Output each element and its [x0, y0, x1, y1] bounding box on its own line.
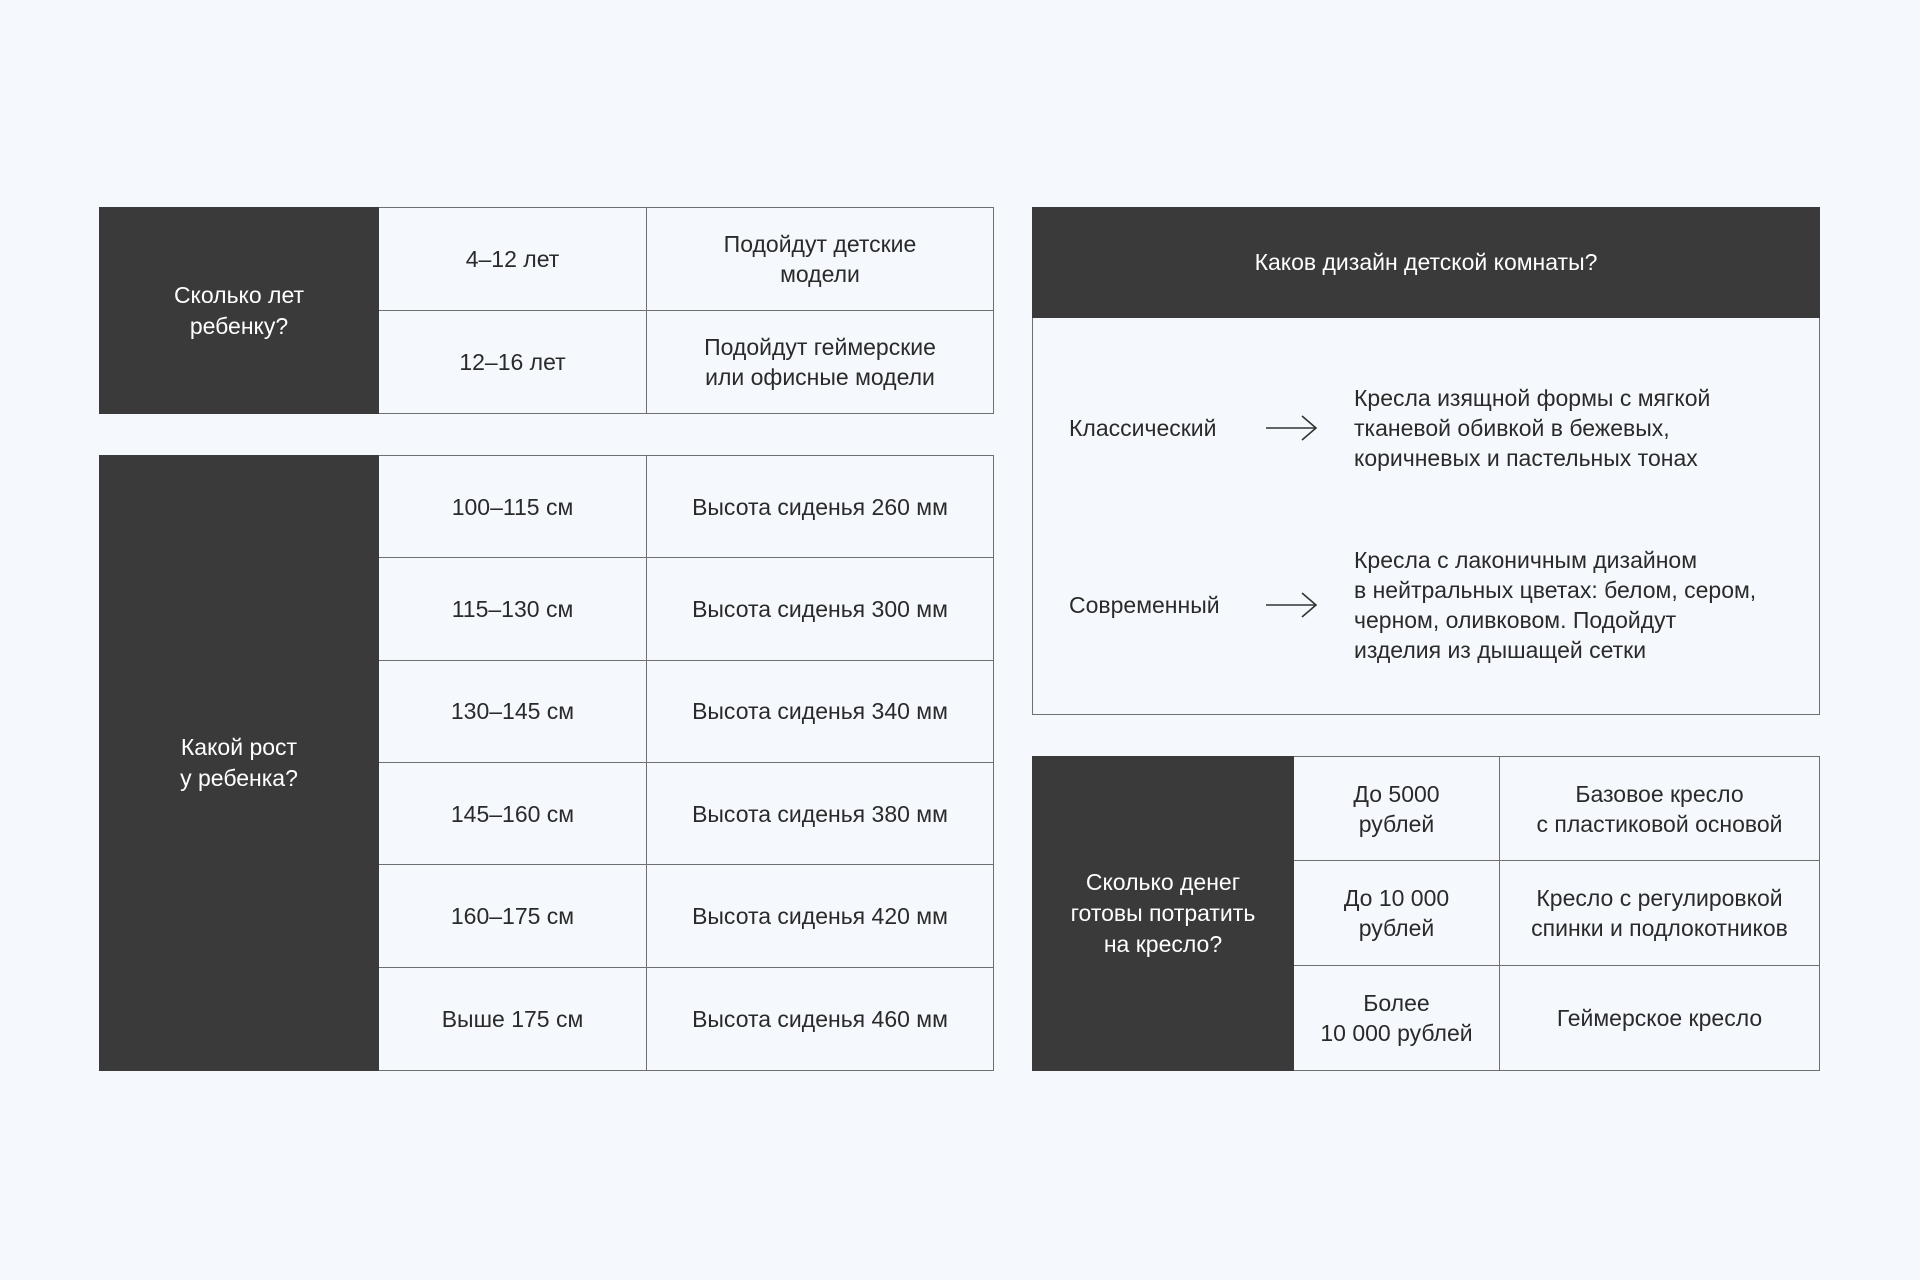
- age-table: [99, 207, 994, 414]
- age-range-cell: 12–16 лет: [379, 311, 647, 414]
- budget-table: [1032, 756, 1820, 1071]
- height-range-cell: 145–160 см: [379, 763, 647, 865]
- age-advice-cell: Подойдут детские модели: [647, 208, 993, 311]
- height-grid: [379, 455, 994, 1071]
- arrow-right-icon: [1264, 590, 1354, 620]
- design-question: Каков дизайн детской комнаты?: [1032, 207, 1820, 318]
- arrow-right-icon: [1264, 413, 1354, 443]
- budget-option-cell: Базовое кресло с пластиковой основой: [1500, 757, 1819, 861]
- design-description: Кресла с лаконичным дизайном в нейтральных цветах: белом, сером, черном, оливковом. Подойдут изделия из дышащей сетки: [1354, 547, 1757, 663]
- seat-height-cell: Высота сиденья 460 мм: [692, 1005, 948, 1032]
- design-row-classic: [1069, 368, 1789, 488]
- age-grid: [379, 207, 994, 414]
- seat-height-cell: Высота сиденья 260 мм: [647, 456, 993, 558]
- design-style-label: Современный: [1069, 592, 1220, 618]
- seat-height-cell: Высота сиденья 420 мм: [647, 865, 993, 967]
- age-question: Сколько лет ребенку?: [99, 207, 379, 414]
- design-style-label: Классический: [1069, 415, 1217, 441]
- seat-height-cell: Высота сиденья 340 мм: [647, 661, 993, 763]
- height-range-cell: 115–130 см: [379, 558, 647, 660]
- budget-question: Сколько денег готовы потратить на кресло?: [1032, 756, 1294, 1071]
- budget-range-cell: До 5000 рублей: [1294, 757, 1500, 861]
- design-row-modern: [1069, 530, 1789, 680]
- height-range-cell: 130–145 см: [379, 661, 647, 763]
- design-panel: [1032, 207, 1820, 715]
- budget-option-cell: Кресло с регулировкой спинки и подлокотников: [1500, 861, 1819, 965]
- age-advice-cell: Подойдут геймерские или офисные модели: [704, 333, 936, 390]
- budget-range-cell: Более 10 000 рублей: [1294, 966, 1500, 1070]
- height-question: Какой рост у ребенка?: [99, 455, 379, 1071]
- age-range-cell: 4–12 лет: [379, 208, 647, 311]
- design-description: Кресла изящной формы с мягкой тканевой обивкой в бежевых, коричневых и пастельных тонах: [1354, 385, 1711, 471]
- budget-option-cell: Геймерское кресло: [1556, 1004, 1763, 1031]
- seat-height-cell: Высота сиденья 300 мм: [647, 558, 993, 660]
- height-range-cell: 160–175 см: [379, 865, 647, 967]
- height-table: [99, 455, 994, 1071]
- height-range-cell: Выше 175 см: [379, 968, 647, 1070]
- budget-range-cell: До 10 000 рублей: [1294, 861, 1500, 965]
- seat-height-cell: Высота сиденья 380 мм: [647, 763, 993, 865]
- height-range-cell: 100–115 см: [379, 456, 647, 558]
- budget-grid: [1294, 756, 1820, 1071]
